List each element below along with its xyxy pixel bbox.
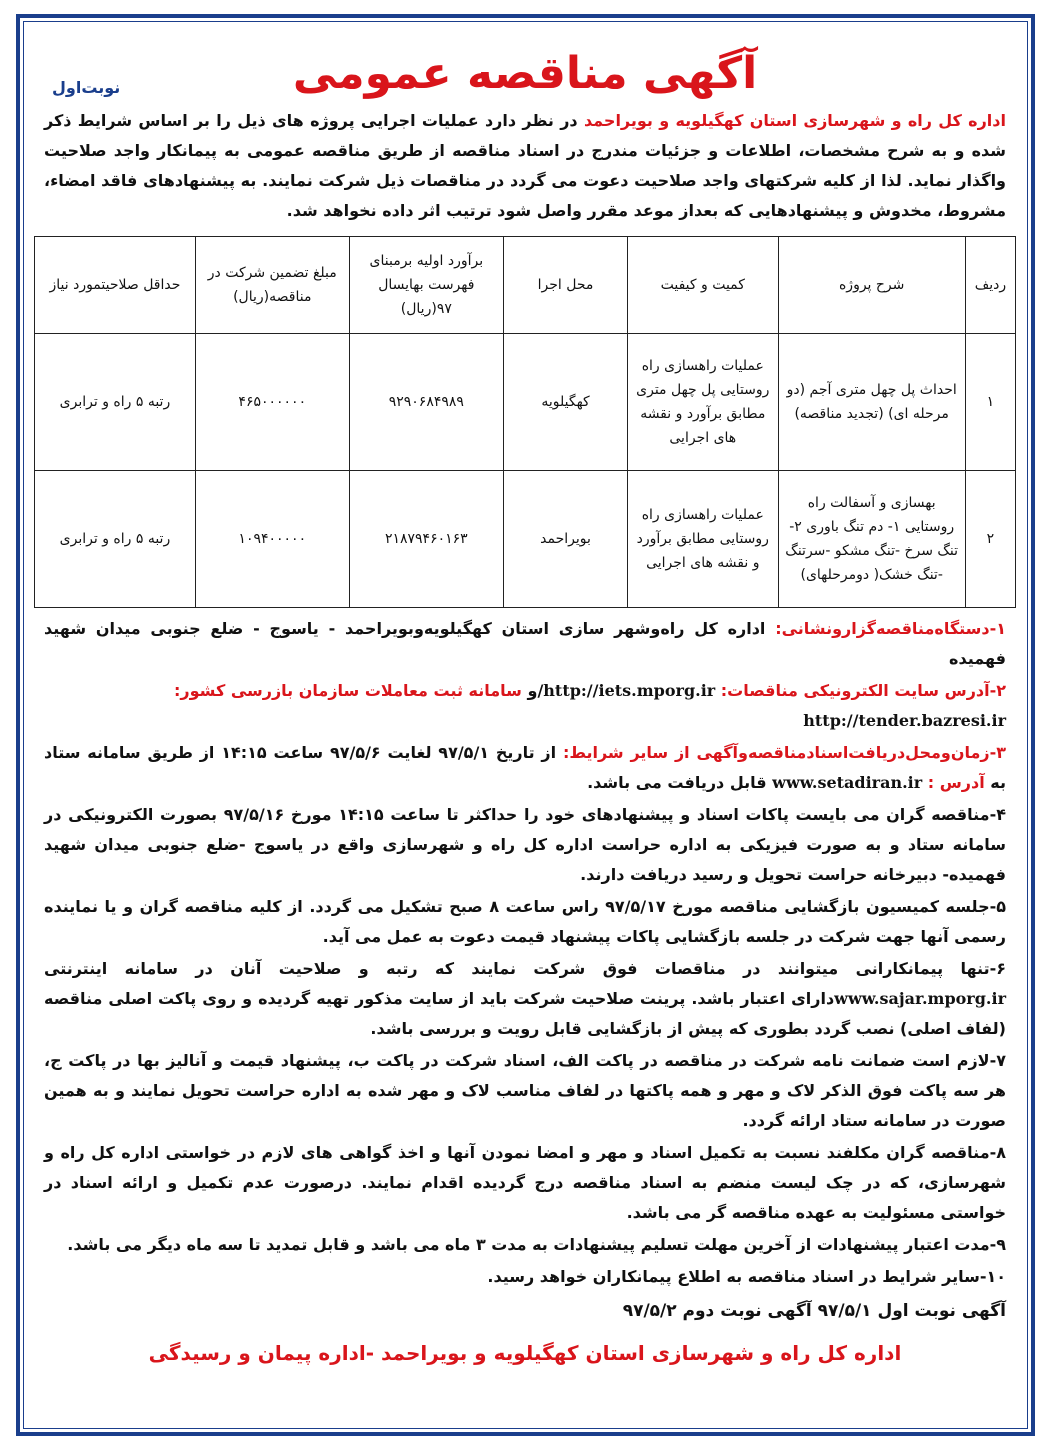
condition-7: ۷-لازم است ضمانت نامه شرکت در مناقصه در پاکت الف، اسناد شرکت در پاکت ب، پیشنهاد قیمت و آنالیز بها در پاکت ج، هر سه پاکت فوق الذکر لاک و مهر و همه پاکتها در لفاف مناسب لاک و مهر شده به اداره حراست تحویل نمایند و به همین صورت در سامانه ستاد ارائه گردد. [44, 1051, 1006, 1130]
iets-link[interactable]: http://iets.mporg.ir [543, 681, 716, 700]
row-desc: احداث پل چهل متری آجم (دو مرحله ای) (تجدید مناقصه) [778, 334, 965, 471]
ad-dates [44, 1296, 1006, 1326]
row-desc: بهسازی و آسفالت راه روستایی ۱- دم تنگ باوری ۲-تنگ سرخ -تنگ مشکو -سرتنگ -تنگ خشک( دومرحلهای) [778, 471, 965, 608]
row-bond: ۴۶۵۰۰۰۰۰۰ [195, 334, 349, 471]
header-bond: مبلغ تضمین شرکت در مناقصه(ریال) [195, 237, 349, 334]
condition-9: ۹-مدت اعتبار پیشنهادات از آخرین مهلت تسلیم پیشنهادات به مدت ۳ ماه می باشد و قابل تمدید تا سه ماه دیگر می باشد. [67, 1235, 1006, 1254]
condition-4: ۴-مناقصه گران می بایست پاکات اسناد و پیشنهادهای خود را حداکثر تا ساعت ۱۴:۱۵ مورخ ۹۷/۵/۱۶ بصورت الکترونیکی در سامانه ستاد و به صورت فیزیکی به اداره حراست اداره کل راه و شهرسازی واقع در یاسوج -ضلع جنوبی میدان شهید فهمیده- دبیرخانه حراست تحویل و رسید دریافت دارند. [44, 805, 1006, 884]
row-est: ۹۲۹۰۶۸۴۹۸۹ [349, 334, 503, 471]
condition-2-label2: سامانه ثبت معاملات سازمان بازرسی کشور: [174, 681, 522, 700]
condition-6-b: دارای اعتبار باشد. پرینت صلاحیت شرکت باید از سایت مذکور تهیه گردیده و روی پاکت اصلی مناقصه (لفاف اصلی) نصب گردد بطوری که پیش از بازگشایی قابل رویت و بررسی باشد. [44, 989, 1006, 1038]
condition-2 [44, 676, 1006, 736]
row-bond: ۱۰۹۴۰۰۰۰۰ [195, 471, 349, 608]
header-desc: شرح پروژه [778, 237, 965, 334]
row-loc: کهگیلویه [503, 334, 627, 471]
ad2-date: ۹۷/۵/۲ [622, 1301, 677, 1321]
condition-6-a: ۶-تنها پیمانکارانی میتوانند در مناقصات فوق شرکت نمایند که رتبه و صلاحیت آنان در سامانه اینترنتی [44, 959, 1006, 978]
intro-text: در نظر دارد عملیات اجرایی پروژه های ذیل را بر اساس شرایط ذکر شده و به شرح مشخصات، اطلاعات و جزئیات مندرج در اسناد مناقصه از طریق مناقصه عمومی به پیمانکار واجد صلاحیت واگذار نماید. لذا از کلیه شرکتهای واجد صلاحیت دعوت می گردد در مناقصات ذیل شرکت نمایند. به پیشنهادهای فاقد امضاء، مشروط، مخدوش و پیشنهادهایی که بعداز موعد مقرر واصل شود ترتیب اثر داده نخواهد شد. [44, 111, 1006, 220]
notice-content [40, 30, 1010, 1370]
row-qty: عملیات راهسازی راه روستایی مطابق برآورد و نقشه های اجرایی [628, 471, 778, 608]
row-qty: عملیات راهسازی راه روستایی پل چهل متری مطابق برآورد و نقشه های اجرایی [628, 334, 778, 471]
condition-5: ۵-جلسه کمیسیون بازگشایی مناقصه مورخ ۹۷/۵/۱۷ راس ساعت ۸ صبح تشکیل می گردد. از کلیه مناقصه گران و یا نماینده رسمی آنها جهت شرکت در جلسه بازگشایی پاکات پیشنهاد قیمت دعوت به عمل می آید. [44, 897, 1007, 946]
condition-2-mid: /و [527, 681, 544, 700]
intro-paragraph [44, 106, 1006, 226]
table-header-row [35, 237, 1016, 334]
projects-table [34, 236, 1016, 608]
condition-8: ۸-مناقصه گران مکلفند نسبت به تکمیل اسناد و مهر و امضا نمودن آنها و اخذ گواهی های لازم در خواستی اداره کل راه و شهرسازی، که در چک لیست منضم به اسناد مناقصه درج گردیده اقدام نمایند. درصورت عدم تکمیل و ارائه اسناد در خواستی مسئولیت به عهده مناقصه گر می باشد. [44, 1143, 1006, 1222]
header-loc: محل اجرا [503, 237, 627, 334]
ad1-date: ۹۷/۵/۱ [817, 1301, 872, 1321]
row-grade: رتبه ۵ راه و ترابری [35, 334, 196, 471]
ad2-label: آگهی نوبت دوم [682, 1301, 812, 1321]
row-idx: ۱ [965, 334, 1015, 471]
condition-6 [44, 954, 1006, 1044]
table-row [35, 334, 1016, 471]
row-loc: بویراحمد [503, 471, 627, 608]
header-est: برآورد اولیه برمبنای فهرست بهایسال ۹۷(ریال) [349, 237, 503, 334]
round-label: نوبت‌اول [52, 78, 121, 97]
signature: اداره کل راه و شهرسازی استان کهگیلویه و بویراحمد -اداره پیمان و رسیدگی [148, 1341, 902, 1365]
condition-2-label: ۲-آدرس سایت الکترونیکی مناقصات: [720, 681, 1006, 700]
header-qty: کمیت و کیفیت [628, 237, 778, 334]
setad-link[interactable]: www.setadiran.ir [772, 773, 923, 792]
condition-3-tail: قابل دریافت می باشد. [587, 773, 773, 792]
tender-link[interactable]: http://tender.bazresi.ir [803, 711, 1006, 730]
condition-1 [44, 614, 1006, 674]
condition-3 [44, 738, 1006, 798]
header-idx: ردیف [965, 237, 1015, 334]
condition-3-text: از تاریخ ۹۷/۵/۱ لغایت ۹۷/۵/۶ ساعت ۱۴:۱۵ از طریق سامانه ستاد به [44, 743, 1006, 792]
row-grade: رتبه ۵ راه و ترابری [35, 471, 196, 608]
table-row [35, 471, 1016, 608]
intro-org: اداره کل راه و شهرسازی استان کهگیلویه و بویراحمد [583, 111, 1006, 130]
condition-3-label: ۳-زمان‌ومحل‌دریافت‌اسناد‌مناقصه‌و‌آگهی از سایر شرایط: [562, 743, 1007, 762]
condition-3-label2: آدرس : [927, 773, 985, 792]
ad1-label: آگهی نوبت اول [877, 1301, 1006, 1321]
sajar-link[interactable]: www.sajar.mporg.ir [834, 989, 1006, 1008]
condition-10: ۱۰-سایر شرایط در اسناد مناقصه به اطلاع پیمانکاران خواهد رسید. [487, 1267, 1006, 1286]
page-title: آگهی مناقصه عمومی [292, 48, 758, 99]
row-idx: ۲ [965, 471, 1015, 608]
condition-1-label: ۱-دستگاه‌مناقصه‌گزار‌ونشانی: [775, 619, 1007, 638]
row-est: ۲۱۸۷۹۴۶۰۱۶۳ [349, 471, 503, 608]
condition-1-text: اداره کل راه‌وشهر سازی استان کهگیلویه‌وبویراحمد - یاسوج - ضلع جنوبی میدان شهید فهمیده [44, 619, 1006, 668]
header-grade: حداقل صلاحیتمورد نیاز [35, 237, 196, 334]
